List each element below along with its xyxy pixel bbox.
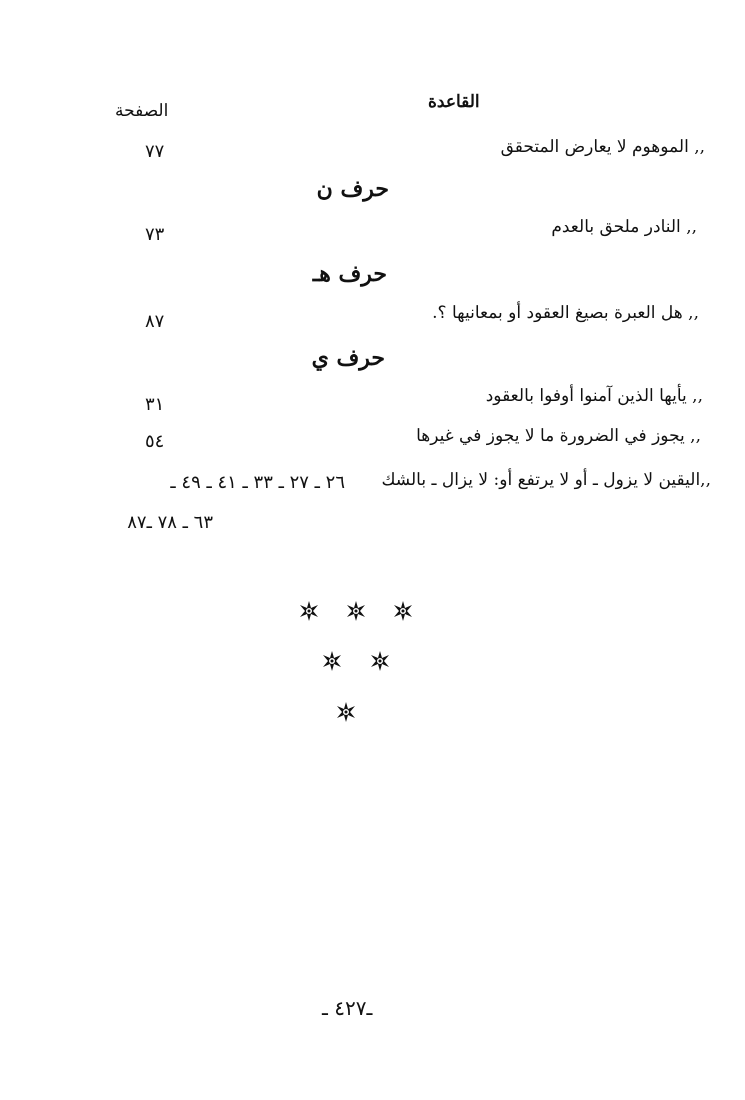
index-entry-page: ٨٧: [145, 311, 165, 332]
index-entry-text: ,, يأيها الذين آمنوا أوفوا بالعقود: [485, 386, 703, 406]
letter-heading: حرف ي: [311, 345, 385, 371]
page-number: ـ٤٢٧ ـ: [322, 996, 373, 1020]
asterism-star-icon: [345, 600, 367, 622]
index-entry-text: ,, يجوز في الضرورة ما لا يجوز في غيرها: [416, 426, 701, 446]
index-entry-text: ,,اليقين لا يزول ـ أو لا يرتفع أو: لا يزال ـ بالشك: [381, 470, 711, 490]
rule-column-header: القاعدة: [428, 92, 480, 112]
index-entry-page: ٣١: [145, 394, 165, 415]
index-entry-pages: ٢٦ ـ ٢٧ ـ ٣٣ ـ ٤١ ـ ٤٩ ـ: [170, 472, 345, 493]
letter-heading: حرف ن: [316, 176, 389, 202]
asterism-star-icon: [369, 650, 391, 672]
index-entry-page: ٧٣: [145, 224, 165, 245]
index-entry-text: ,, الموهوم لا يعارض المتحقق: [500, 137, 705, 157]
letter-heading: حرف هـ: [312, 261, 387, 287]
index-entry-page: ٧٧: [145, 141, 165, 162]
index-entry-text: ,, النادر ملحق بالعدم: [551, 217, 697, 237]
asterism-star-icon: [335, 701, 357, 723]
asterism-star-icon: [321, 650, 343, 672]
asterism-star-icon: [392, 600, 414, 622]
index-entry-page: ٥٤: [145, 431, 165, 452]
asterism-star-icon: [298, 600, 320, 622]
page-column-header: الصفحة: [115, 101, 169, 121]
index-entry-text: ,, هل العبرة بصيغ العقود أو بمعانيها ؟.: [432, 303, 699, 323]
index-entry-pages-continued: ٦٣ ـ ٧٨ ـ٨٧: [127, 512, 213, 533]
